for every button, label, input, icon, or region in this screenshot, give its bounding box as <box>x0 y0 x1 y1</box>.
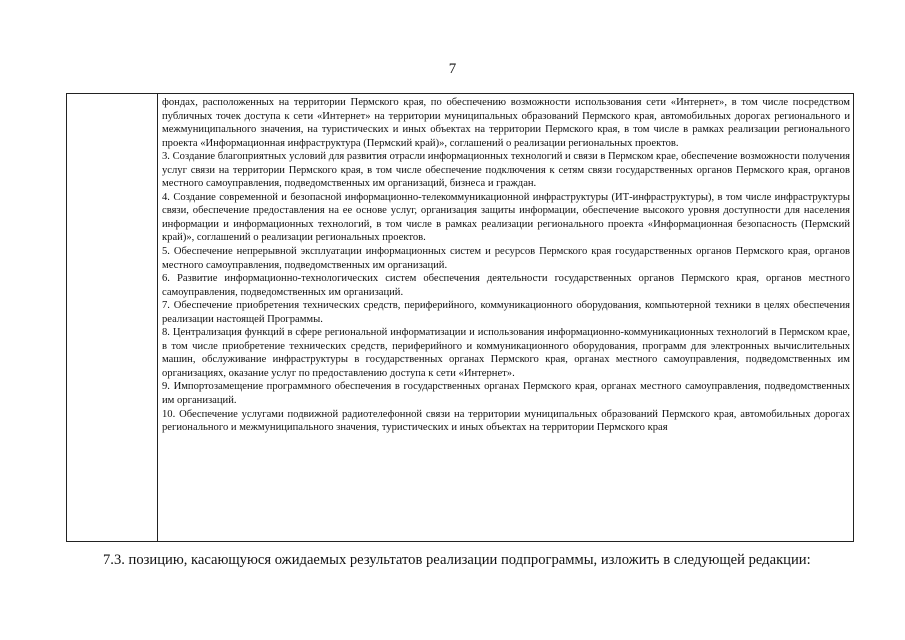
table-paragraph-6: 6. Развитие информационно-технологических систем обеспечения деятельности государственных органов Пермского края, органов местного самоуправления, подведомственных им организаций. <box>162 273 850 298</box>
table-content-cell <box>158 94 853 541</box>
table-paragraph-5: 5. Обеспечение непрерывной эксплуатации информационных систем и ресурсов Пермского края государственных органов Пермского края, органов местного самоуправления, подведомственных им организаций. <box>162 246 850 271</box>
table-paragraph-7: 7. Обеспечение приобретения технических средств, периферийного, коммуникационного оборудования, компьютерной техники в целях обеспечения реализации настоящей Программы. <box>162 300 850 325</box>
table-paragraph-continuation: фондах, расположенных на территории Пермского края, по обеспечению возможности использования сети «Интернет», в том числе посредством публичных точек доступа к сети «Интернет» на территории муниципальных образований Пермского края, автомобильных дорогах регионального и межмуниципального значения, на туристических и иных объектах на территории Пермского края, в том числе в рамках реализации регионального проекта «Информационная инфраструктура (Пермский край)», соглашений о реализации региональных проектов. <box>162 97 850 149</box>
table-label-cell <box>67 94 158 541</box>
page-number: 7 <box>448 61 457 77</box>
table-paragraph-10: 10. Обеспечение услугами подвижной радиотелефонной связи на территории муниципальных образований Пермского края, автомобильных дорогах регионального и межмуниципального значения, туристических и иных объектах на территории Пермского края <box>162 408 850 434</box>
table-paragraph-3: 3. Создание благоприятных условий для развития отрасли информационных технологий и связи в Пермском крае, обеспечение возможности получения услуг связи на территории Пермского края, в том числе обеспечение подключения к сетям связи государственных органов Пермского края, органов местного самоуправления, подведомственных им организаций, бизнеса и граждан. <box>162 151 850 190</box>
table-paragraph-4: 4. Создание современной и безопасной информационно-телекоммуникационной инфраструктуры (ИТ-инфраструктуры), в том числе инфраструктуры связи, обеспечение предоставления на ее основе услуг, организация защиты информации, обеспечение высокого уровня доступности для населения информации и информационных технологий, в том числе в рамках реализации регионального проекта «Информационная безопасность (Пермский край)», соглашений о реализации региональных проектов. <box>162 191 850 244</box>
amendment-text: 7.3. позицию, касающуюся ожидаемых результатов реализации подпрограммы, изложить в следующей редакции: <box>103 552 811 568</box>
document-table <box>66 93 854 542</box>
table-paragraph-8: 8. Централизация функций в сфере региональной информатизации и использования информационно-коммуникационных технологий в Пермском крае, в том числе приобретение технических средств, периферийного и коммуникационного оборудования, программ для электронных вычислительных машин, обслуживание инфраструктуры в государственных органах Пермского края, органах местного самоуправления, подведомственных им организациях, оказание услуг по предоставлению доступа к сети «Интернет». <box>162 327 850 379</box>
table-paragraph-9: 9. Импортозамещение программного обеспечения в государственных органах Пермского края, органах местного самоуправления, подведомственных им организаций. <box>162 381 850 407</box>
